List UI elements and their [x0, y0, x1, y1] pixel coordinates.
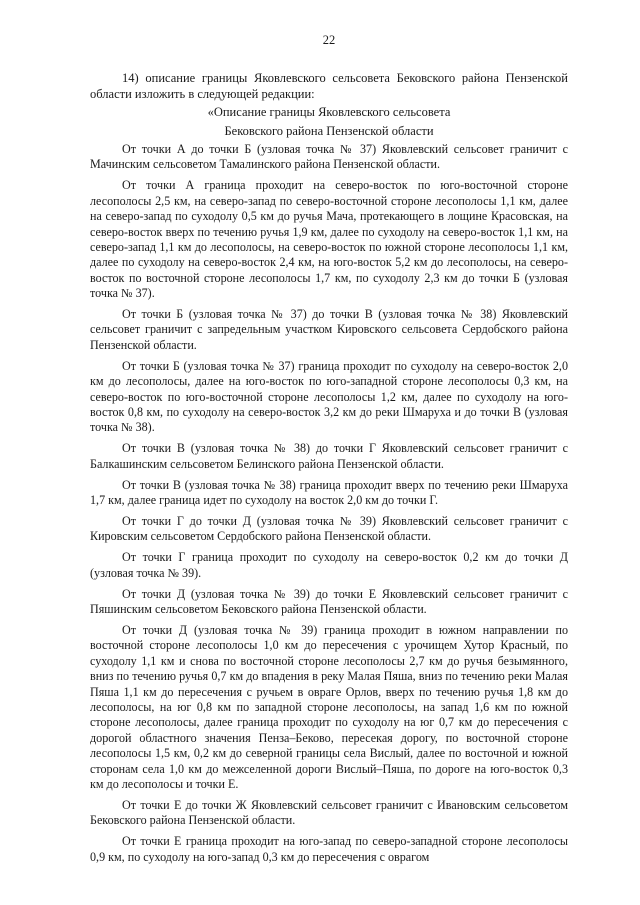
- boundary-paragraph-6: От точки В (узловая точка № 38) граница проходит вверх по течению реки Шмаруха 1,7 км, далее граница идет по суходолу на восток 2,0 км до точки Г.: [90, 477, 568, 508]
- page-number: 22: [322, 33, 336, 47]
- amendment-intro: 14) описание границы Яковлевского сельсовета Бековского района Пензенской области изложить в следующей редакции:: [90, 71, 568, 101]
- document-page: [90, 32, 568, 870]
- boundary-paragraph-9: От точки Д (узловая точка № 39) до точки Е Яковлевский сельсовет граничит с Пяшинским сельсоветом Бековского района Пензенской области.: [90, 586, 568, 616]
- boundary-paragraph-11: От точки Е до точки Ж Яковлевский сельсовет граничит с Ивановским сельсоветом Бековского района Пензенской области.: [90, 797, 568, 828]
- boundary-paragraph-3: От точки Б (узловая точка № 37) до точки В (узловая точка № 38) Яковлевский сельсовет граничит с запредельным участком Кировского сельсовета Сердобского района Пензенской области.: [90, 307, 568, 352]
- section-heading-line-2: Бековского района Пензенской области: [224, 124, 434, 138]
- boundary-paragraph-2: От точки А граница проходит на северо-восток по юго-восточной стороне лесополосы 2,5 км, на северо-запад по северо-восточной стороне лесополосы 1,1 км, далее на северо-запад по суходолу 0,5 км до ручья Мача, протекающего в лощине Красовская, на северо-восток вверх по течению ручья 1,9 км, далее по суходолу на северо-восток 1,1 км, на северо-запад 1,1 км до лесополосы, на северо-восток по южной стороне лесополосы 1,1 км, далее по суходолу на северо-восток 2,4 км, на юго-восток 5,2 км до лесополосы, на северо-восток по восточной стороне лесополосы 1,7 км, по суходолу 2,3 км до точки Б (узловая точка № 37).: [90, 178, 568, 301]
- section-heading-line-1: «Описание границы Яковлевского сельсовета: [207, 105, 451, 119]
- boundary-paragraph-8: От точки Г граница проходит по суходолу на северо-восток 0,2 км до точки Д (узловая точка № 39).: [90, 550, 568, 580]
- boundary-paragraph-7: От точки Г до точки Д (узловая точка № 39) Яковлевский сельсовет граничит с Кировским сельсоветом Сердобского района Пензенской области.: [90, 513, 568, 544]
- boundary-paragraph-12: От точки Е граница проходит на юго-запад по северо-западной стороне лесополосы 0,9 км, по суходолу на юго-запад 0,3 км до пересечения с оврагом: [90, 834, 568, 864]
- boundary-paragraph-5: От точки В (узловая точка № 38) до точки Г Яковлевский сельсовет граничит с Балкашинским сельсоветом Белинского района Пензенской области.: [90, 441, 568, 471]
- boundary-paragraph-10: От точки Д (узловая точка № 39) граница проходит в южном направлении по восточной стороне лесополосы 1,0 км до пересечения с урочищем Хутор Красный, по суходолу 1,1 км и снова по восточной стороне лесополосы 2,7 км до ручья безымянного, вниз по течению ручья 0,7 км до впадения в реку Малая Пяша, вниз по течению реки Малая Пяша 1,1 км до пересечения с ручьем в овраге Орлов, вверх по течению ручья 1,8 км до лесополосы, на юг 0,8 км по западной стороне лесополосы, на запад 1,6 км по южной стороне лесополосы, далее граница проходит по суходолу на юг 0,7 км до пересечения с дорогой областного значения Пенза–Беково, пересекая дорогу, по восточной стороне лесополосы 1,5 км, 0,2 км до северной границы села Вислый, далее по восточной и южной сторонам села 1,0 км до межселенной дороги Вислый–Пяша, по дороге на юго-восток 0,3 км до лесополосы и точки Е.: [90, 622, 568, 791]
- boundary-paragraph-4: От точки Б (узловая точка № 37) граница проходит по суходолу на северо-восток 2,0 км до лесополосы, далее на юго-восток по юго-западной стороне лесополосы 0,3 км, на северо-восток по юго-восточной стороне лесополосы 1,2 км, далее по суходолу на юго-восток 0,8 км, по суходолу на северо-восток 3,2 км до реки Шмаруха и до точки В (узловая точка № 38).: [90, 358, 568, 435]
- boundary-paragraph-1: От точки А до точки Б (узловая точка № 37) Яковлевский сельсовет граничит с Мачинским сельсоветом Тамалинского района Пензенской области.: [90, 142, 568, 172]
